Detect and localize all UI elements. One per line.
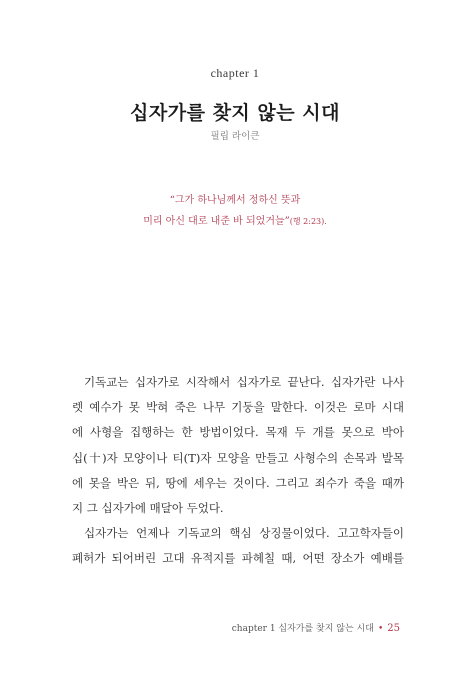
body-line: 십(十)자 모양이나 티(T)자 모양을 만들고 사형수의 손목과 발목: [72, 450, 404, 465]
body-line: 렛 예수가 못 박혀 죽은 나무 기둥을 말한다. 이것은 로마 시대: [72, 400, 404, 415]
epigraph-line-2-text: 미리 아신 대로 내준 바 되었거늘”: [143, 216, 290, 227]
body-line: 지 그 십자가에 매달아 두었다.: [72, 500, 224, 515]
epigraph-line-1: “그가 하나님께서 정하신 뜻과: [169, 195, 301, 206]
body-text: [72, 370, 404, 572]
epigraph: [0, 190, 470, 232]
running-head: chapter 1 십자가를 찾지 않는 시대: [231, 624, 374, 634]
page-footer: [232, 621, 400, 634]
footer-bullet: •: [377, 624, 384, 634]
body-line: 기독교는 십자가로 시작해서 십자가로 끝난다. 십자가란 나사: [84, 375, 404, 389]
body-line: 에 못을 박은 뒤, 땅에 세우는 것이다. 그리고 죄수가 죽을 때까: [72, 475, 404, 490]
body-line: 폐허가 되어버린 고대 유적지를 파헤칠 때, 어떤 장소가 예배를: [72, 551, 404, 566]
epigraph-reference: (행 2:23).: [289, 217, 327, 226]
body-line: 십자가는 언제나 기독교의 핵심 상징물이었다. 고고학자들이: [84, 526, 404, 541]
author-name: 필립 라이큰: [210, 131, 260, 142]
chapter-label: chapter 1: [210, 66, 260, 80]
page-number: 25: [387, 623, 400, 634]
body-line: 에 사형을 집행하는 한 방법이었다. 목재 두 개를 못으로 박아: [72, 425, 404, 440]
epigraph-line-2: [0, 211, 470, 232]
chapter-title: 십자가를 찾지 않는 시대: [130, 102, 340, 124]
